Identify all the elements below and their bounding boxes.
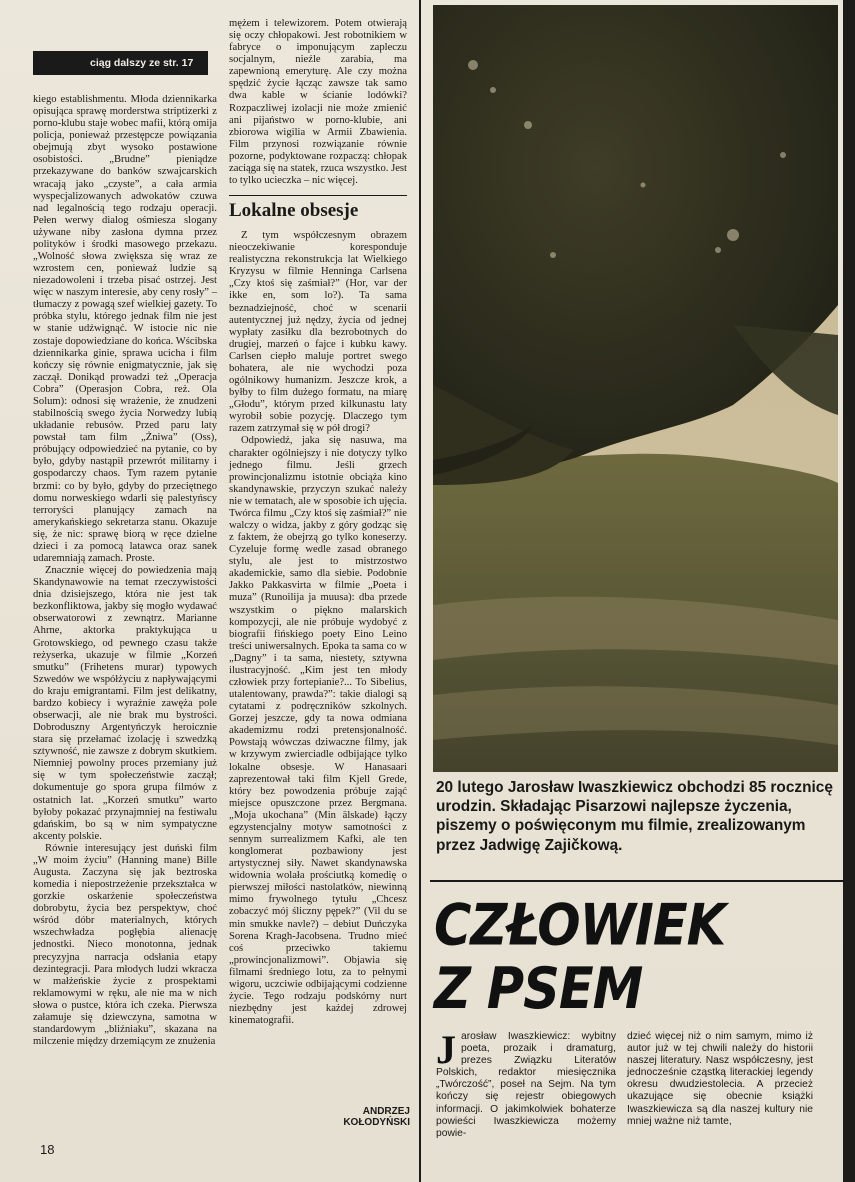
drop-cap: J [436,1027,456,1072]
article-headline [434,894,844,1022]
review-column-2 [229,18,407,1027]
article-column-2: dzieć więcej niż o nim samym, mimo iż autor już w tej chwili należy do historii naszej literatury. Nasz współczesny, jest jednocześnie cząstką literackiej legendy okresu dwudziestolecia. A przecież ukazujące się obecnie książki Iwaszkiewicza są dla naszej kultury nie mniej ważne niż tamte, [627,1031,813,1127]
paragraph: Znacznie więcej do powiedzenia mają Skandynawowie na temat rzeczywistości dnia dzisiejszego, która nie jest tak bezkonfliktowa, jakby się mogło wydawać obserwatorowi z zewnątrz. Marianne Ahrne, aktorka praktykująca u Grotowskiego, od pewnego czasu także reżyserka, ukazuje w filmie „Korzeń smutku” (Frihetens murar) typowych Szwedów we współżyciu z napływającymi do kraju emigrantami. Film jest delikatny, bardzo kobiecy i wyraźnie zawęża pole obserwacji, ale nie brak mu bystrości. Dobroduszny Argentyńczyk heroicznie stara się przełamać izolację i szwedzką sztywność, nie zawsze z dobrym skutkiem. Niemniej powolny proces przemiany już się w tym społeczeństwie zaczął; dokumentuje go spora grupa filmów z ostatnich lat. „Korzeń smutku” warto byłoby pokazać przynajmniej na festiwalu gdańskim, bo są w nim sympatyczne akcenty polskie. [33,565,217,842]
article-lead: 20 lutego Jarosław Iwaszkiewicz obchodzi 85 rocznicę urodzin. Składając Pisarzowi najlepsze życzenia, piszemy o poświęconym mu filmie, zrealizowanym przez Jadwigę Zajičkową. [436,779,833,854]
paragraph: kiego establishmentu. Młoda dziennikarka opisująca sprawę morderstwa striptizerki z porno-klubu staje wobec mafii, którą omija policja, ponieważ przestępcze powiązania obejmują zbyt wysoko postawione osobistości. „Brudne” pieniądze przekazywane do banków szwajcarskich wracają jako „czyste”, a cała armia wyspecjalizowanych adwokatów czuwa nad legalnością tego rodzaju operacji. Pełen werwy dialog ośmiesza slogany używane niby zasłona dymna przez polityków i środki masowego przekazu. „Wolność słowa zwiększa się wraz ze wzrostem cen, ponieważ ludzie są niezadowoleni i trzeba pisać ostrzej. Jest więc w naszym interesie, aby ceny rosły” – tłumaczy z powagą szef wielkiej gazety. To próbka stylu, którego jednak film nie jest w stanie udźwignąć. W istocie nic nie zostaje dopowiedziane do końca. Wścibska dziennikarka ginie, sprawa ucicha i film kończy się równie enigmatycznie, jak się zaczął. Donikąd prowadzi też „Operacja Cobra” (Operasjon Cobra, reż. Ola Solum): odnosi się wrażenie, że znudzeni stabilnością swego życia Norwedzy lubią układanie rebusów. Przed paru laty powstał tam film „Żniwa” (Oss), próbujący odpowiedzieć na pytanie, co by było, gdyby nastąpił przewrót militarny i gospodarczy chaos. Tym razem pytanie brzmi: co by było, gdyby do przeciętnego domu norweskiego wdarli się palestyńscy terroryści planujący zamach na amerykańskiego sekretarza stanu. Okazuje się, że nic: sprawę biorą w ręce dzielne dzieci i za pomocą latawca oraz sanek udaremniają zamach. Proste. [33,94,217,564]
headline-line-1: CZŁOWIEK [434,892,726,959]
landscape-photo [433,5,838,772]
continued-banner: ciąg dalszy ze str. 17 [33,51,208,75]
review-column-1 [33,94,217,1048]
author-byline [330,1106,410,1128]
page-number: 18 [40,1142,55,1157]
paragraph: mężem i telewizorem. Potem otwierają się oczy chłopakowi. Jest robotnikiem w fabryce o imponującym zapleczu socjalnym, nieźle zarabia, ma zapewnioną emeryturę. Ale czy można spędzić życie łącząc zawsze tak samo dwa kable w ścianie lodówki? Rozpaczliwej izolacji nie może zmienić ani pijaństwo w porno-klubie, ani zbiorowa wigilia w Armii Zbawienia. Film przynosi rozwiązanie równie pozorne, podyktowane rozpaczą: chłopak zaciąga się na statek, rzuca wszystko. Jest to tylko ucieczka – nic więcej. [229,18,407,187]
headline-rule [430,880,845,882]
paragraph: Równie interesujący jest duński film „W moim życiu” (Hanning mane) Bille Augusta. Zaczyna się jak beztroska komedia i niepostrzeżenie przekształca w gorzkie oskarżenie społeczeństwa dobrobytu, życia bez perspektyw, choć wśród dóbr materialnych, których wszechwładza pogłębia alienację jednostki. Nieco monotonna, jednak precyzyjna narracja odsłania etapy dezintegracji. Para młodych ludzi wkracza w małżeńskie życie z prospektami reklamowymi w ręku, ale nie ma w nich słowa o pustce, która ich czeka. Pierwsza załamuje się dziewczyna, samotna w standardowym „bliźniaku”, skazana na milczenie między drzemiącym ze znużenia [33,842,217,1048]
page-edge [843,0,855,1182]
paragraph: Z tym współczesnym obrazem nieoczekiwanie koresponduje realistyczna rekonstrukcja lat Wielkiego Kryzysu w filmie Henninga Carlsena „Czy ktoś się zaśmiał?” (Hor, var der ikke en, som lo?). Ta sama beznadziejność, choć w scenarii autentycznej już nędzy, życia od jednej wypłaty zasiłku dla bezrobotnych do drugiej, marzeń o fajce i kubku kawy. Carlsen ciepło maluje portret swego bohatera, ale nie wychodzi poza ogólnikowy humanizm. Jeszcze krok, a byłby to film dużego formatu, na miarę „Głodu”, którym przed kilkunastu laty wyrobił sobie pozycję. Dlaczego tym razem zatrzymał się w pół drogi? [229,230,407,435]
byline-first-name: ANDRZEJ [362,1106,410,1117]
byline-last-name: KOŁODYŃSKI [343,1117,410,1128]
paragraph: Odpowiedź, jaka się nasuwa, ma charakter ogólniejszy i nie dotyczy tylko jednego filmu. Jeśli grzech prowincjonalizmu istotnie obciąża kino skandynawskie, przyczyn szukać należy nie w tematach, ale w sposobie ich ujęcia. Twórca filmu „Czy ktoś się zaśmiał?” nie walczy o widza, jakby z góry godząc się z faktem, że obejrzą go tylko koneserzy. Cyzeluje formę wedle zasad obranego stylu, ale jest to mistrzostwo akademickie, samo dla siebie. Podobnie Jakko Pakkasvirta w filmie „Poeta i muza” (Runoilija ja muusa): dba przede wszystkim o piękno malarskich kompozycji, ale nie próbuje wydobyć z biografii fińskiego poety Eino Leino treści uniwersalnych. Epoka ta sama co w „Dagny” i ta sama, niestety, sztywna ilustracyjność. „Kim jest ten młody człowiek przy fortepianie?... To Sibelius, utalentowany, prawda?”: takie dialogi są cytatami z podręczników szkolnych. Gorzej jeszcze, gdy ta nowa odmiana akademizmu rodzi pretensjonalność. Powstają wówczas dziwaczne filmy, jak w krzywym zwierciadle odbijające tylko lokalne obsesje. W Hanasaari zaprezentował taki film Kjell Grede, który bez powodzenia próbuje zająć miejsce opuszczone przez Bergmana. „Moja ukochana” (Min älskade) łączy egzystencjalny motyw samotności z sennym surrealizmem Kafki, ale ten konglomerat pozbawiony jest artystycznej siły. Nawet skandynawska widownia wolała prościutką komedię o pierwszej miłości nastolatków, niewinną mimo frywolnego tytułu „Chcesz zobaczyć mój śliczny pępek?” (Vil du se min smukke navle?) – debiut Duńczyka Sorena Kragh-Jacobsena. Trudno mieć coś przeciwko takiemu „prowincjonalizmowi”. Objawia się filmami średniego lotu, za to pełnymi wigoru, uczciwie odbijającymi codzienne życie. Tego rodzaju podskórny nurt niezbędny jest każdej zdrowej kinematografii. [229,435,407,1027]
article-column-1 [436,1027,616,1140]
headline-line-2: Z PSEM [434,956,643,1023]
column-divider [419,0,421,1182]
article-text: arosław Iwaszkiewicz: wybitny poeta, prozaik i dramaturg, prezes Związku Literatów Polskich, redaktor miesięcznika „Twórczość”, poseł na Sejm. Na tym kończy się rejestr obiegowych informacji. O jakimkolwiek bohaterze powieści Iwaszkiewicza możemy powie- [436,1031,616,1139]
section-heading: Lokalne obsesje [229,195,407,222]
tree-landscape-image [433,5,838,772]
